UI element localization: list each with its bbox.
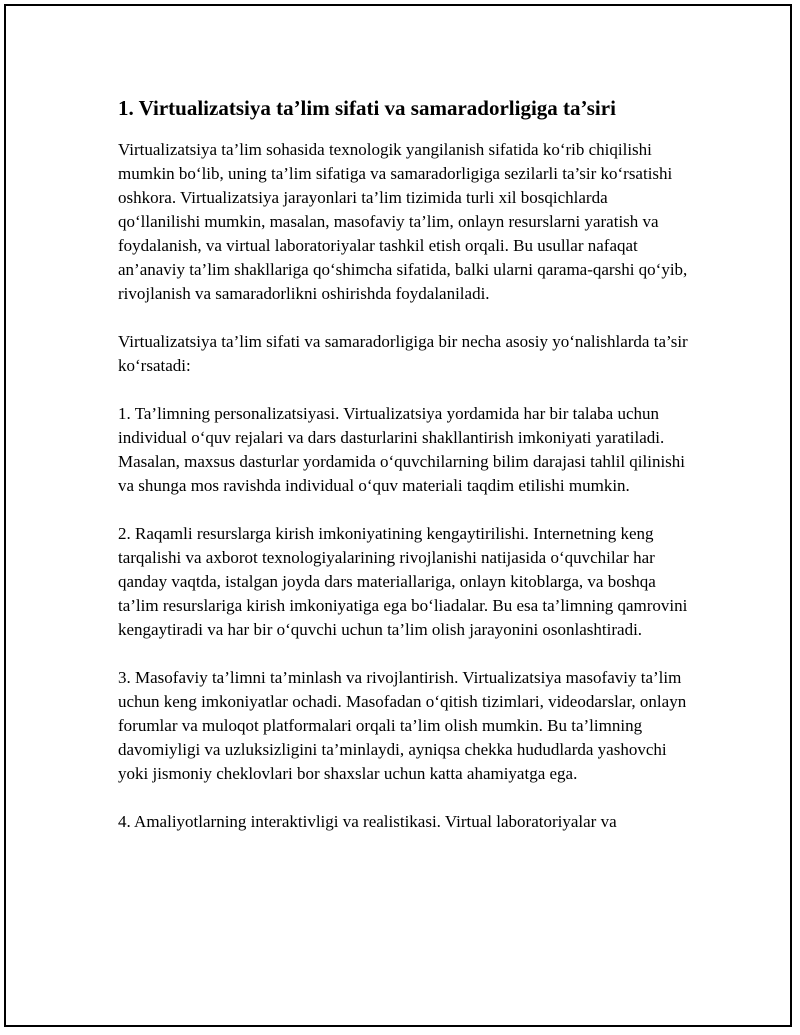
paragraph-point-2: 2. Raqamli resurslarga kirish imkoniyatining kengaytirilishi. Internetning keng tarqalishi va axborot texnologiyalarining rivojlanishi natijasida o‘quvchilar har qanday vaqtda, istalgan joyda dars materiallariga, onlayn kitoblarga, va boshqa ta’lim resurslariga kirish imkoniyatiga ega bo‘liadalar. Bu esa ta’limning qamrovini kengaytiradi va har bir o‘quvchi uchun ta’lim olish jarayonini osonlashtiradi. (118, 524, 688, 639)
paragraph-intro: Virtualizatsiya ta’lim sohasida texnologik yangilanish sifatida ko‘rib chiqilishi mumkin bo‘lib, uning ta’lim sifatiga va samaradorligiga sezilarli ta’sir ko‘rsatishi oshkora. Virtualizatsiya jarayonlari ta’lim tizimida turli xil bosqichlarda qo‘llanilishi mumkin, masalan, masofaviy ta’lim, onlayn resurslarni yaratish va foydalanish, va virtual laboratoriyalar tashkil etish orqali. Bu usullar nafaqat an’anaviy ta’lim shakllariga qo‘shimcha sifatida, balki ularni qarama-qarshi qo‘yib, rivojlanish va samaradorlikni oshirishda foydalaniladi. (118, 140, 688, 303)
document-body (118, 94, 688, 834)
paragraph-point-3: 3. Masofaviy ta’limni ta’minlash va rivojlantirish. Virtualizatsiya masofaviy ta’lim uchun keng imkoniyatlar ochadi. Masofadan o‘qitish tizimlari, videodarslar, onlayn forumlar va muloqot platformalari orqali ta’lim olish mumkin. Bu ta’limning davomiyligi va uzluksizligini ta’minlaydi, ayniqsa chekka hududlarda yashovchi yoki jismoniy cheklovlari bor shaxslar uchun katta ahamiyatga ega. (118, 668, 687, 783)
paragraph-point-1: 1. Ta’limning personalizatsiyasi. Virtualizatsiya yordamida har bir talaba uchun individual o‘quv rejalari va dars dasturlarini shakllantirish imkoniyati yaratiladi. Masalan, maxsus dasturlar yordamida o‘quvchilarning bilim darajasi tahlil qilinishi va shunga mos ravishda individual o‘quv materiali taqdim etilishi mumkin. (118, 404, 686, 495)
section-heading: 1. Virtualizatsiya ta’lim sifati va samaradorligiga ta’siri (118, 96, 616, 120)
paragraph-point-4: 4. Amaliyotlarning interaktivligi va realistikasi. Virtual laboratoriyalar va (118, 812, 617, 831)
paragraph-directions-lead: Virtualizatsiya ta’lim sifati va samaradorligiga bir necha asosiy yo‘nalishlarda ta’sir ko‘rsatadi: (118, 332, 688, 375)
